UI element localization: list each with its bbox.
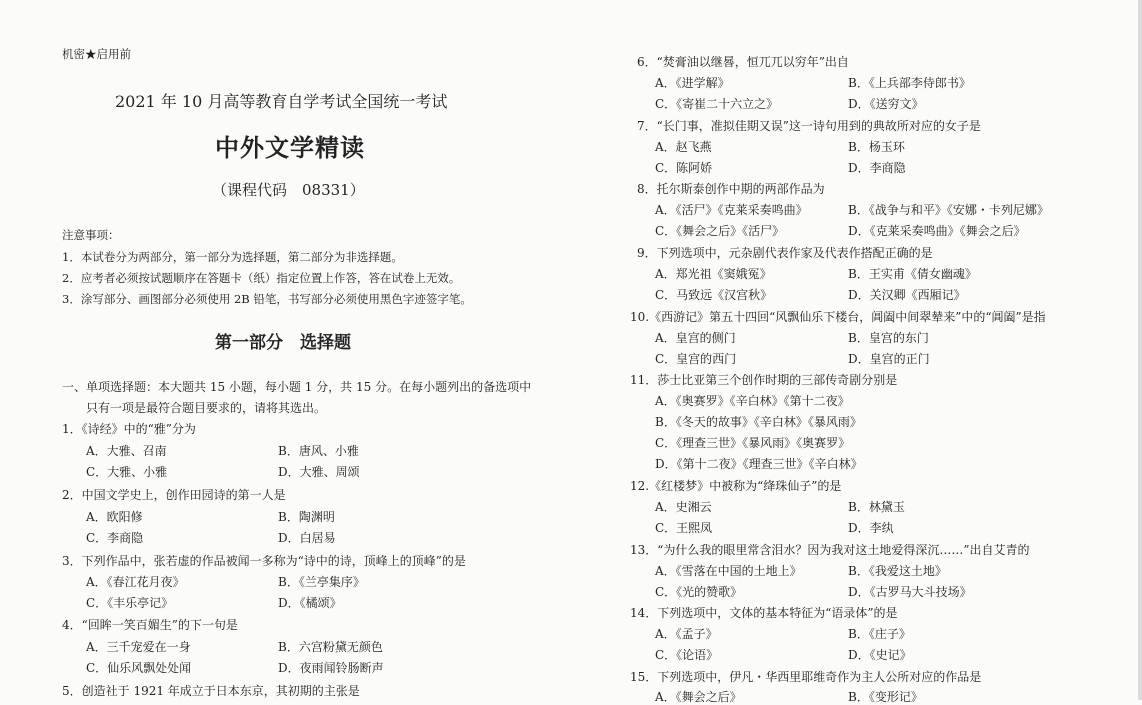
option: D．大雅、周颂 [278,465,360,479]
option: B．王实甫《倩女幽魂》 [848,267,977,281]
question-stem: 8．托尔斯泰创作中期的两部作品为 [637,182,825,196]
option: D．《史记》 [848,648,912,662]
section-instruction-cont: 只有一项是最符合题目要求的，请将其选出。 [86,401,327,415]
option: A．欧阳修 [86,510,143,524]
question-stem: 2．中国文学史上，创作田园诗的第一人是 [62,488,286,502]
question-stem: 15．下列选项中，伊凡・华西里耶维奇作为主人公所对应的作品是 [630,670,982,684]
question-stem: 7．“长门事，准拟佳期又误”这一诗句用到的典故所对应的女子是 [637,119,981,133]
secret-label: 机密★启用前 [62,47,131,61]
option: A．《进学解》 [655,76,730,90]
notes-heading: 注意事项： [62,228,120,242]
option: B．《上兵部李侍郎书》 [848,76,971,90]
option: D．《克莱采奏鸣曲》《舞会之后》 [848,224,1026,238]
option: A．《孟子》 [655,627,718,641]
question-stem: 14．下列选项中，文体的基本特征为“语录体”的是 [630,606,898,620]
option: C．《论语》 [655,648,719,662]
option: C．《光的赞歌》 [655,585,743,599]
section-instruction: 一、单项选择题：本大题共 15 小题，每小题 1 分，共 15 分。在每小题列出的备选项中 [62,380,532,394]
note-item: 3．涂写部分、画图部分必须使用 2B 铅笔，书写部分必须使用黑色字迹签字笔。 [62,292,472,306]
option: A．皇宫的侧门 [655,331,736,345]
option: B．《我爱这土地》 [848,564,947,578]
option: B．杨玉环 [848,140,905,154]
option: A．三千宠爱在一身 [86,640,191,654]
option: A．《舞会之后》 [655,690,742,704]
option: C．王熙凤 [655,521,713,535]
option: D．皇宫的正门 [848,352,930,366]
option: A．《雪落在中国的土地上》 [655,564,802,578]
question-stem: 4．“回眸一笑百媚生”的下一句是 [62,618,238,632]
option: B．陶渊明 [278,510,335,524]
option: B．《兰亭集序》 [278,575,365,589]
option: A．大雅、召南 [86,444,167,458]
question-stem: 5．创造社于 1921 年成立于日本东京，其初期的主张是 [62,684,360,698]
question-stem: 1．《诗经》中的“雅”分为 [62,422,196,436]
option: C．李商隐 [86,531,144,545]
exam-title: 2021 年 10 月高等教育自学考试全国统一考试 [115,92,448,111]
part-one-heading: 第一部分 选择题 [215,333,351,353]
question-stem: 10.《西游记》第五十四回“风飘仙乐下楼台，阊阖中间翠辇来”中的“阊阖”是指 [630,310,1046,324]
option: B．《战争与和平》《安娜・卡列尼娜》 [848,203,1049,217]
question-stem: 11．莎士比亚第三个创作时期的三部传奇剧分别是 [630,373,898,387]
question-stem: 3．下列作品中，张若虚的作品被闻一多称为“诗中的诗，顶峰上的顶峰”的是 [62,554,466,568]
course-code: （课程代码 08331） [212,181,365,199]
option: A．《奥赛罗》《辛白林》《第十二夜》 [655,394,850,408]
option: D．《第十二夜》《理查三世》《辛白林》 [655,457,863,471]
option: C．《寄崔二十六立之》 [655,97,779,111]
option: C．《舞会之后》《活尸》 [655,224,785,238]
option: B．皇宫的东门 [848,331,929,345]
option: A．《春江花月夜》 [86,575,185,589]
note-item: 2．应考者必须按试题顺序在答题卡（纸）指定位置上作答，答在试卷上无效。 [62,271,461,285]
option: C．《丰乐亭记》 [86,596,174,610]
question-stem: 12.《红楼梦》中被称为“绛珠仙子”的是 [630,479,842,493]
option: C．陈阿娇 [655,161,713,175]
option: C．《理查三世》《暴风雨》《奥赛罗》 [655,436,851,450]
option: B．林黛玉 [848,500,905,514]
option: C．皇宫的西门 [655,352,737,366]
option: B．六宫粉黛无颜色 [278,640,383,654]
option: A．《活尸》《克莱采奏鸣曲》 [655,203,808,217]
option: D．《古罗马大斗技场》 [848,585,972,599]
option: B．《庄子》 [848,627,911,641]
question-stem: 13．“为什么我的眼里常含泪水？因为我对这土地爱得深沉……”出自艾青的 [630,543,1030,557]
option: C．马致远《汉宫秋》 [655,288,773,302]
option: D．关汉卿《西厢记》 [848,288,966,302]
scan-edge [1138,0,1142,700]
option: B．《冬天的故事》《辛白林》《暴风雨》 [655,415,862,429]
option: A．史湘云 [655,500,712,514]
option: B．唐风、小雅 [278,444,359,458]
note-item: 1．本试卷分为两部分，第一部分为选择题，第二部分为非选择题。 [62,250,403,264]
option: C．大雅、小雅 [86,465,168,479]
option: D．白居易 [278,531,336,545]
option: A．赵飞燕 [655,140,712,154]
subject-title: 中外文学精读 [215,133,365,162]
option: D．夜雨闻铃肠断声 [278,661,384,675]
option: D．李纨 [848,521,894,535]
option: D．《送穷文》 [848,97,924,111]
option: A．郑光祖《窦娥冤》 [655,267,772,281]
question-stem: 9．下列选项中，元杂剧代表作家及代表作搭配正确的是 [637,246,933,260]
option: C．仙乐风飘处处闻 [86,661,192,675]
option: D．《橘颂》 [278,596,342,610]
option: B．《变形记》 [848,690,923,704]
question-stem: 6．“焚膏油以继晷，恒兀兀以穷年”出自 [637,55,849,69]
option: D．李商隐 [848,161,906,175]
